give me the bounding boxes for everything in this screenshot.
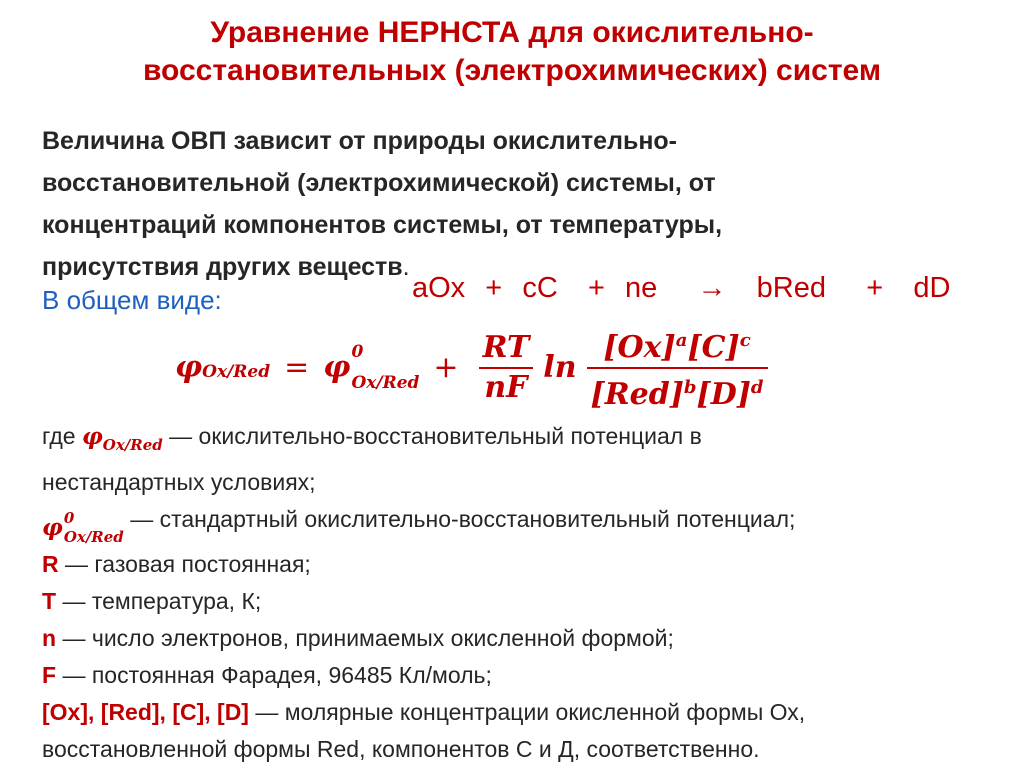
formula-rt: RT xyxy=(482,329,530,365)
formula-phi-symbol: φ xyxy=(175,350,203,385)
def-phi0-indices xyxy=(63,508,124,546)
formula-plus: + xyxy=(433,350,459,385)
den-red-exp: b xyxy=(683,376,697,398)
def-f-text: — постоянная Фарадея, 96485 Кл/моль; xyxy=(56,662,492,688)
formula-phi0-superscript: 0 xyxy=(351,341,364,362)
title-line-1: Уравнение НЕРНСТА для окислительно- xyxy=(210,16,814,49)
formula-phi0-subscript: Ox/Red xyxy=(351,372,420,393)
def-where: где xyxy=(42,423,82,449)
def-t-text: — температура, К; xyxy=(56,588,262,614)
def-phi0-sub: Ox/Red xyxy=(63,527,124,546)
intro-line-2: восстановительной (электрохимической) системы, от xyxy=(42,169,716,197)
num-ox: [Ox] xyxy=(603,329,676,365)
formula-equals: = xyxy=(284,350,310,385)
def-r-symbol: R xyxy=(42,551,59,577)
def-phi0 xyxy=(42,501,1012,546)
def-conc xyxy=(42,694,1012,731)
def-t-symbol: T xyxy=(42,588,57,614)
def-n-text: — число электронов, принимаемых окисленной формой; xyxy=(56,625,674,651)
def-f-symbol: F xyxy=(42,662,57,688)
formula-concentration-fraction xyxy=(587,322,768,414)
formula-rt-nf-fraction xyxy=(479,329,534,407)
title-line-2: восстановительных (электрохимических) систем xyxy=(142,54,882,87)
num-c: [C] xyxy=(687,329,740,365)
def-conc-text: — молярные концентрации окисленной формы Ох, xyxy=(248,699,806,725)
formula-phi-standard xyxy=(323,341,420,393)
slide-title xyxy=(0,14,1024,90)
intro-line-1: Величина ОВП зависит от природы окислительно- xyxy=(42,127,678,155)
num-c-exp: c xyxy=(739,329,751,351)
general-form-label: В общем виде: xyxy=(42,285,222,315)
formula-phi0-indices xyxy=(351,341,420,393)
def-phi-subscript: Ox/Red xyxy=(102,436,163,454)
def-phi-cont: нестандартных условиях; xyxy=(42,469,316,495)
def-phi-symbol xyxy=(81,423,163,454)
def-phi0-symbol xyxy=(42,509,124,546)
def-r xyxy=(42,546,1012,583)
formula-phi xyxy=(175,350,270,385)
def-conc-symbol: [Ox], [Red], [C], [D] xyxy=(42,699,249,725)
def-phi0-char: φ xyxy=(42,514,63,541)
den-red: [Red] xyxy=(590,376,684,412)
formula-denominator xyxy=(587,369,768,414)
formula-ln: ln xyxy=(543,350,577,385)
def-phi-char: φ xyxy=(81,423,103,450)
intro-line-4-period: . xyxy=(402,253,410,281)
def-phi0-sup: 0 xyxy=(63,508,75,527)
formula-phi0-symbol: φ xyxy=(323,350,351,385)
def-r-text: — газовая постоянная; xyxy=(58,551,311,577)
formula-phi-subscript: Ox/Red xyxy=(202,362,271,382)
def-t xyxy=(42,583,1012,620)
def-phi0-text: — стандартный окислительно-восстановительный потенциал; xyxy=(123,506,796,532)
def-n-symbol: n xyxy=(42,625,57,651)
def-n xyxy=(42,620,1012,657)
intro-line-4-text: присутствия других веществ xyxy=(42,253,403,281)
intro-line-3: концентраций компонентов системы, от температуры, xyxy=(42,211,723,239)
intro-paragraph xyxy=(42,120,1002,288)
formula-numerator xyxy=(599,322,754,367)
nernst-formula xyxy=(175,320,774,415)
def-phi xyxy=(42,418,1012,464)
def-f xyxy=(42,657,1012,694)
def-phi-text: — окислительно-восстановительный потенциал в xyxy=(162,423,702,449)
def-conc-cont: восстановленной формы Red, компонентов С и Д, соответственно. xyxy=(42,736,760,762)
den-d-exp: d xyxy=(750,376,764,398)
definitions-list xyxy=(42,418,1012,768)
reaction-equation: aOx + cC + ne → bRed + dD xyxy=(412,272,951,304)
den-d: [D] xyxy=(696,376,751,412)
formula-nf: nF xyxy=(484,369,528,405)
num-ox-exp: a xyxy=(675,329,688,351)
